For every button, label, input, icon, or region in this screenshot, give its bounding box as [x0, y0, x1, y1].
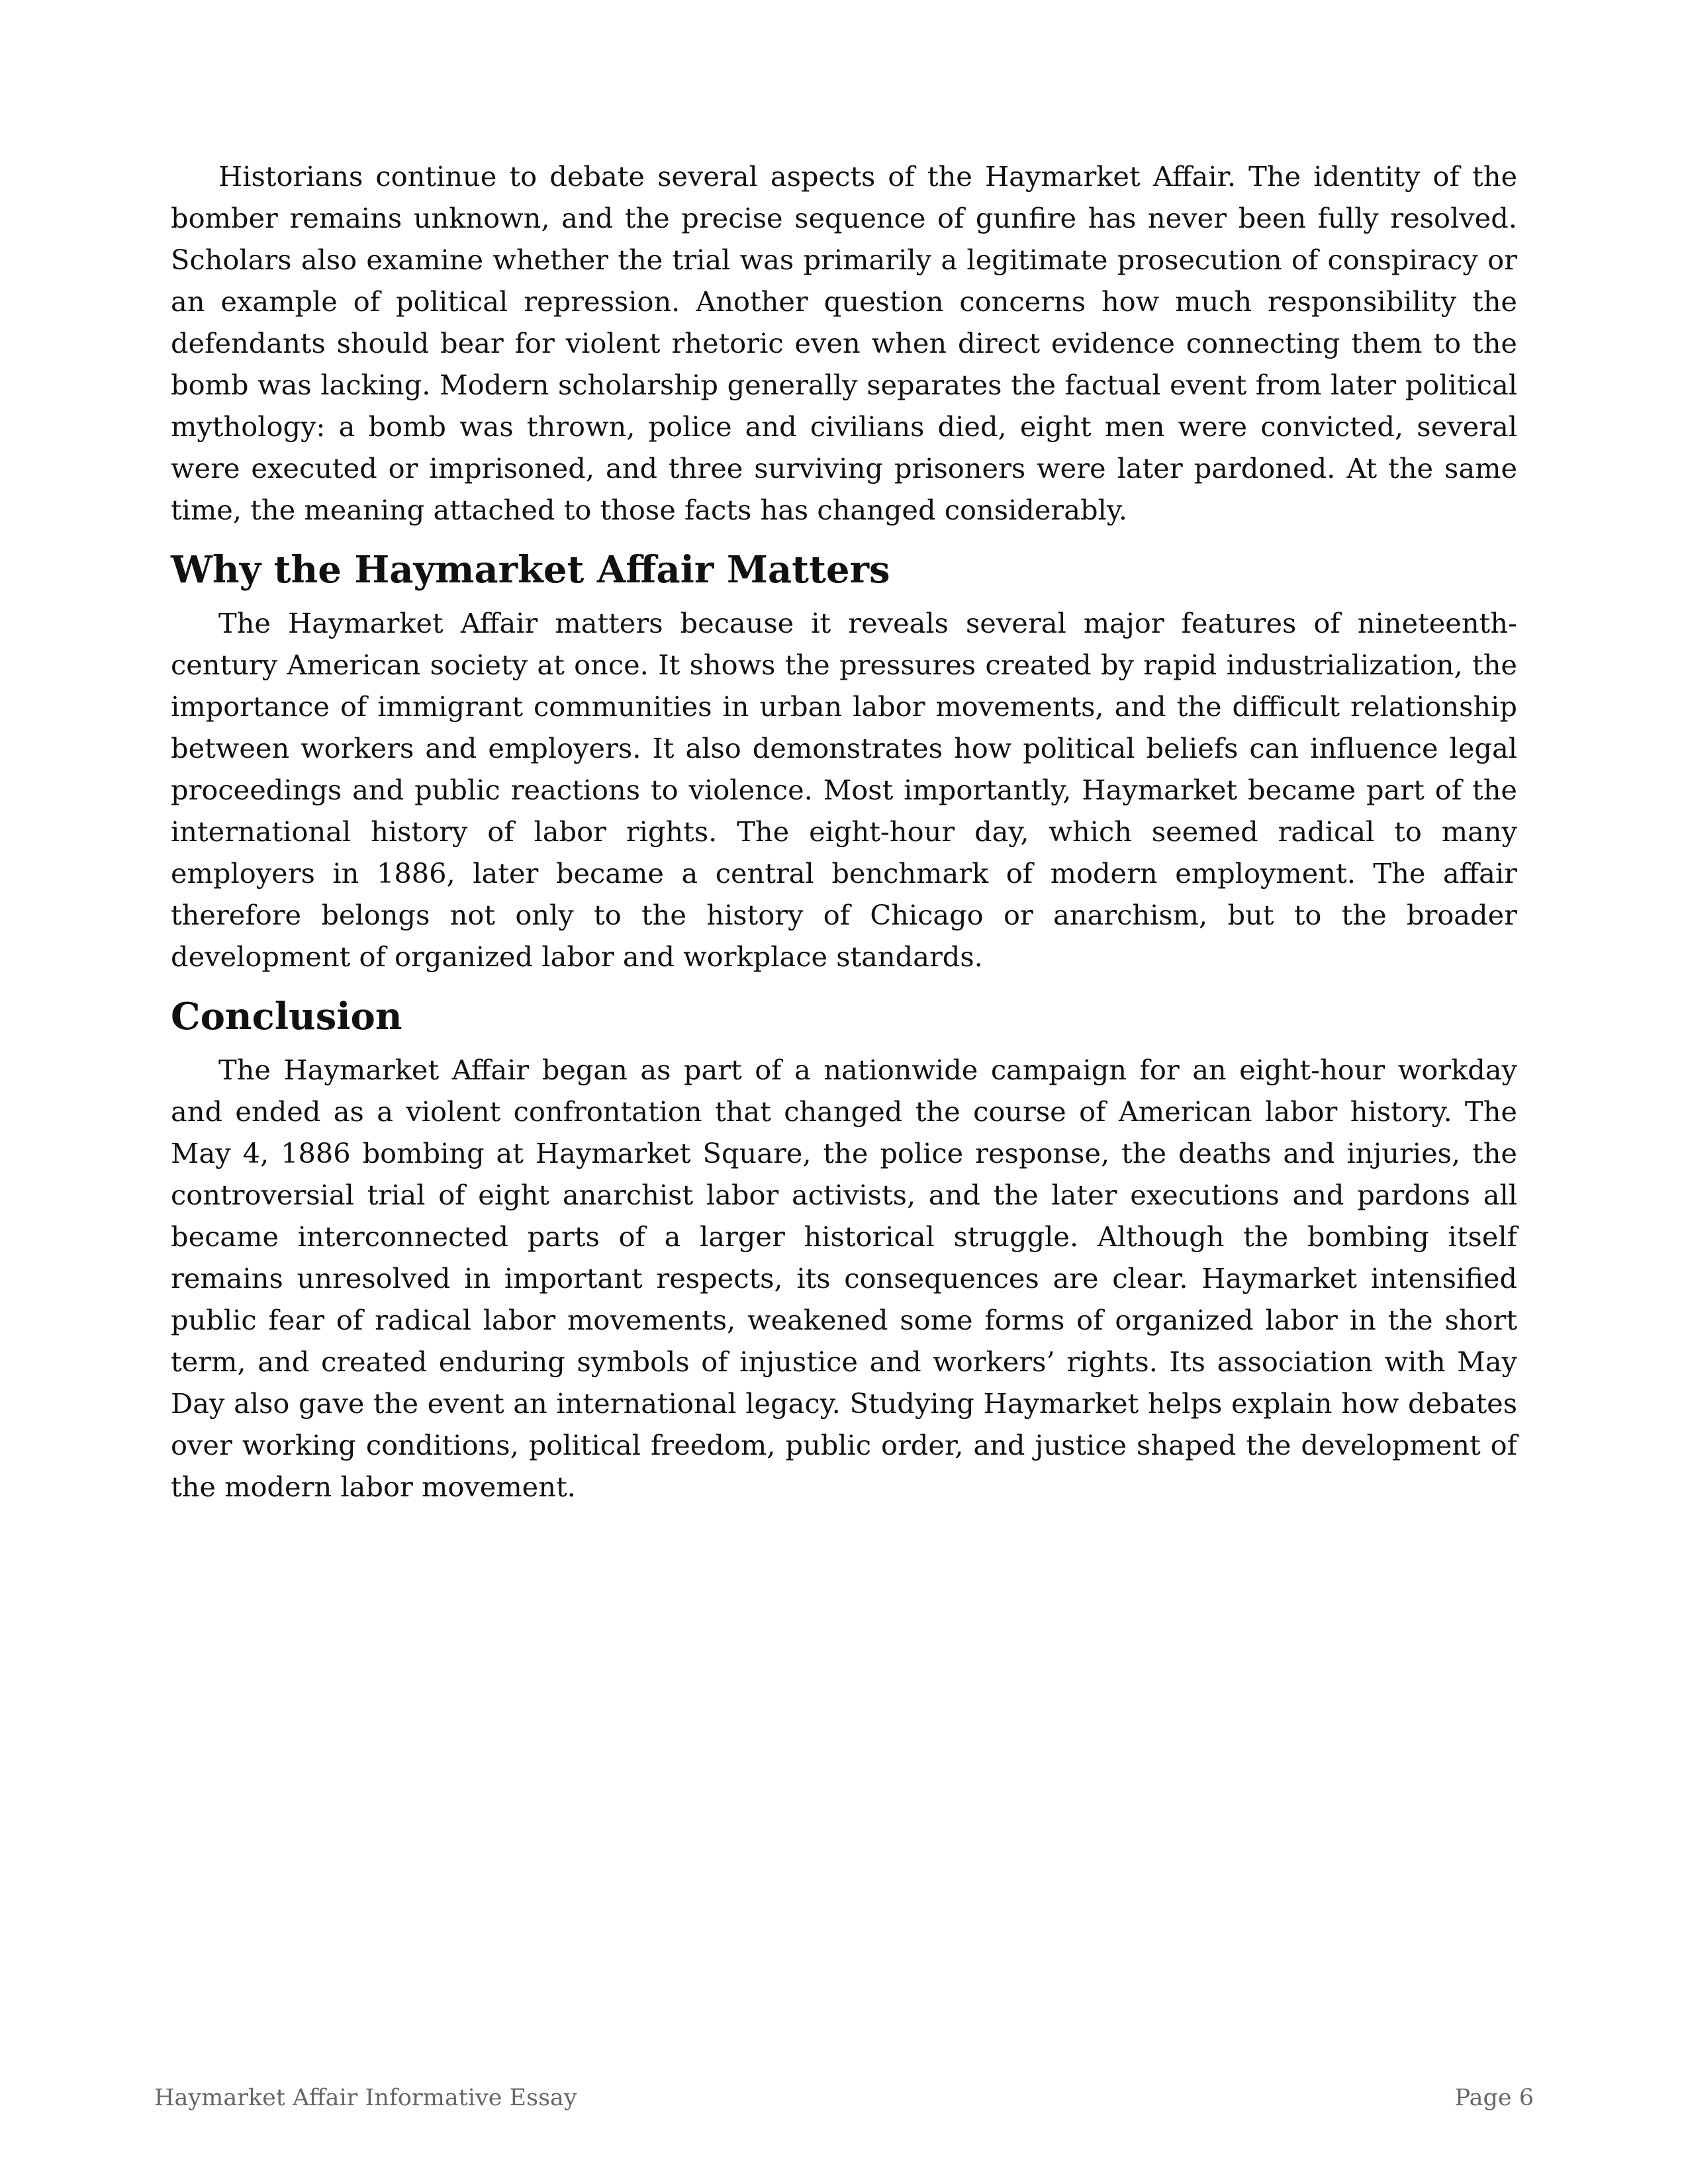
section-heading: Conclusion [171, 995, 402, 1038]
body-paragraph: The Haymarket Affair began as part of a nationwide campaign for an eight-hour workday and ended as a violent confrontation that changed the course of American labor history. The May 4, 1886 bombing at Haymarket Square, the police response, the deaths and injuries, the controversial trial of eight anarchist labor activists, and the later executions and pardons all became interconnected parts of a larger historical struggle. Although the bombing itself remains unresolved in important respects, its consequences are clear. Haymarket intensified public fear of radical labor movements, weakened some forms of organized labor in the short term, and created enduring symbols of injustice and workers’ rights. Its association with May Day also gave the event an international legacy. Studying Haymarket helps explain how debates over working conditions, political freedom, public order, and justice shaped the development of the modern labor movement. [171, 1054, 1517, 1503]
footer-document-title: Haymarket Affair Informative Essay [154, 2085, 577, 2111]
footer-page-number: Page 6 [1454, 2085, 1534, 2111]
body-paragraph: The Haymarket Affair matters because it reveals several major features of nineteenth-century American society at once. It shows the pressures created by rapid industrialization, the importance of immigrant communities in urban labor movements, and the difficult relationship between workers and employers. It also demonstrates how political beliefs can influence legal proceedings and public reactions to violence. Most importantly, Haymarket became part of the international history of labor rights. The eight-hour day, which seemed radical to many employers in 1886, later became a central benchmark of modern employment. The affair therefore belongs not only to the history of Chicago or anarchism, but to the broader development of organized labor and workplace standards. [171, 607, 1517, 973]
page-content [171, 156, 1517, 1508]
section-heading: Why the Haymarket Affair Matters [171, 548, 890, 592]
body-paragraph: Historians continue to debate several aspects of the Haymarket Affair. The identity of the bomber remains unknown, and the precise sequence of gunfire has never been fully resolved. Scholars also examine whether the trial was primarily a legitimate prosecution of conspiracy or an example of political repression. Another question concerns how much responsibility the defendants should bear for violent rhetoric even when direct evidence connecting them to the bomb was lacking. Modern scholarship generally separates the factual event from later political mythology: a bomb was thrown, police and civilians died, eight men were convicted, several were executed or imprisoned, and three surviving prisoners were later pardoned. At the same time, the meaning attached to those facts has changed considerably. [171, 160, 1517, 526]
